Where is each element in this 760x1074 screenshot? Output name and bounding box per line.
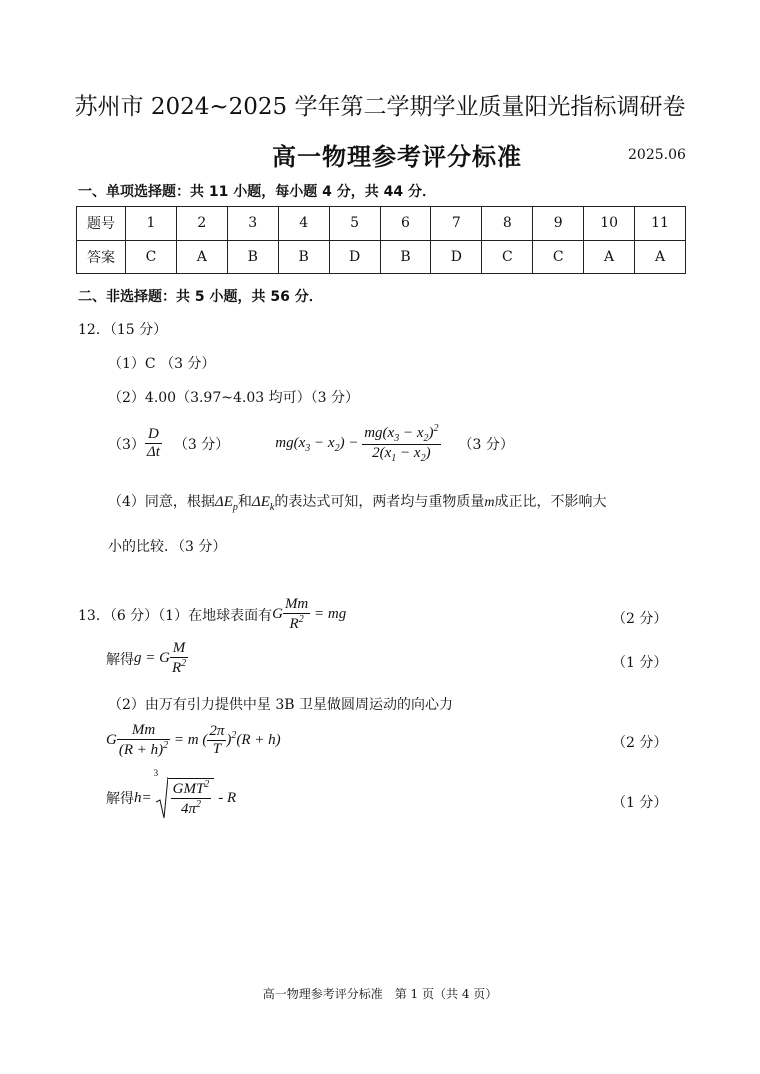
q12-part4-text-c: 的表达式可知，两者均与重物质量: [274, 494, 485, 510]
radical-sign-icon: [156, 776, 168, 820]
answer-cell: C: [482, 240, 533, 274]
q12-part2: （2）4.00（3.97~4.03 均可）（3 分）: [108, 390, 359, 406]
q13-solve2-label: 解得: [106, 791, 134, 807]
document-subtitle: 高一物理参考评分标准: [272, 143, 522, 171]
question-number: 9: [533, 207, 584, 241]
q12-heading: 12．（15 分）: [78, 322, 168, 338]
q13-solve1: [106, 640, 188, 677]
answer-row: [77, 240, 686, 274]
question-number: 2: [176, 207, 227, 241]
answer-cell: C: [533, 240, 584, 274]
mass-symbol: m: [484, 495, 495, 510]
q12-part3-label: （3）: [108, 436, 145, 453]
question-number: 8: [482, 207, 533, 241]
answer-table: [76, 206, 686, 274]
q12-part4-text-a: （4）同意，根据: [108, 494, 215, 510]
formula-orbit: G $\frac{Mm}{(R + h)^2}$ = m ( $\frac{2\pi}{T}$ )$^2$(R + h): [106, 722, 281, 758]
q13-score-a: （2 分）: [612, 611, 668, 627]
q13-part1: [78, 596, 346, 633]
question-number: 7: [431, 207, 482, 241]
question-number: 1: [126, 207, 177, 241]
document-title: 苏州市 2024~2025 学年第二学期学业质量阳光指标调研卷: [74, 94, 686, 120]
question-number: 10: [584, 207, 635, 241]
question-number-row: [77, 207, 686, 241]
document-date: 2025.06: [628, 147, 686, 163]
q12-part4-line2: 小的比较．（3 分）: [108, 539, 227, 555]
q12-part3: [108, 423, 514, 464]
section1-heading: 一、单项选择题：共 11 小题，每小题 4 分，共 44 分．: [78, 184, 436, 200]
row-label-answer: 答案: [77, 240, 126, 274]
q12-part4-text-b: 和: [237, 494, 252, 510]
q13-heading: 13．（6 分）（1）在地球表面有: [78, 607, 273, 624]
q12-part3-score1: （3 分）: [173, 436, 230, 453]
q12-part1: （1）C （3 分）: [108, 356, 216, 372]
section2-heading: 二、非选择题：共 5 小题，共 56 分．: [78, 289, 323, 305]
row-label-number: 题号: [77, 207, 126, 241]
q13-score-d: （1 分）: [612, 795, 668, 811]
page-footer: 高一物理参考评分标准 第 1 页（共 4 页）: [262, 987, 498, 1001]
q13-solve2: [106, 768, 237, 820]
q13-part2: （2）由万有引力提供中星 3B 卫星做圆周运动的向心力: [108, 697, 454, 713]
formula-energy-difference: $mg(x_3 - x_2)$ − $\frac{mg(x_3 - x_2)^2}{2(x_1 - x_2)}$: [275, 423, 439, 464]
formula-height: h = 3 $\frac{GMT^2}{4\pi^2}$ - R: [134, 776, 236, 820]
answer-cell: B: [227, 240, 278, 274]
formula-g-expression: g = G $\frac{M}{R^2}$: [134, 640, 187, 676]
answer-cell: C: [126, 240, 177, 274]
answer-cell: A: [635, 240, 686, 274]
q13-solve1-label: 解得: [106, 651, 134, 668]
q12-part3-score2: （3 分）: [458, 436, 514, 453]
q13-orbit-equation: [106, 722, 281, 759]
question-number: 3: [227, 207, 278, 241]
formula-surface-gravity: G $\frac{Mm}{R^2}$ = mg: [272, 596, 347, 632]
answer-cell: B: [278, 240, 329, 274]
q12-part4: [108, 491, 606, 513]
answer-cell: B: [380, 240, 431, 274]
q13-score-c: （2 分）: [612, 735, 668, 751]
answer-cell: D: [329, 240, 380, 274]
formula-delta-ep: $\Delta E_p$: [214, 494, 238, 513]
q12-part4-text-d: 成正比，不影响大: [494, 494, 607, 510]
formula-d-over-dt: $\frac{D}{\Delta t}$: [146, 426, 160, 460]
question-number: 6: [380, 207, 431, 241]
formula-delta-ek: $\Delta E_k$: [251, 494, 275, 513]
answer-cell: D: [431, 240, 482, 274]
answer-cell: A: [176, 240, 227, 274]
question-number: 4: [278, 207, 329, 241]
question-number: 11: [635, 207, 686, 241]
answer-cell: A: [584, 240, 635, 274]
q13-score-b: （1 分）: [612, 655, 668, 671]
question-number: 5: [329, 207, 380, 241]
